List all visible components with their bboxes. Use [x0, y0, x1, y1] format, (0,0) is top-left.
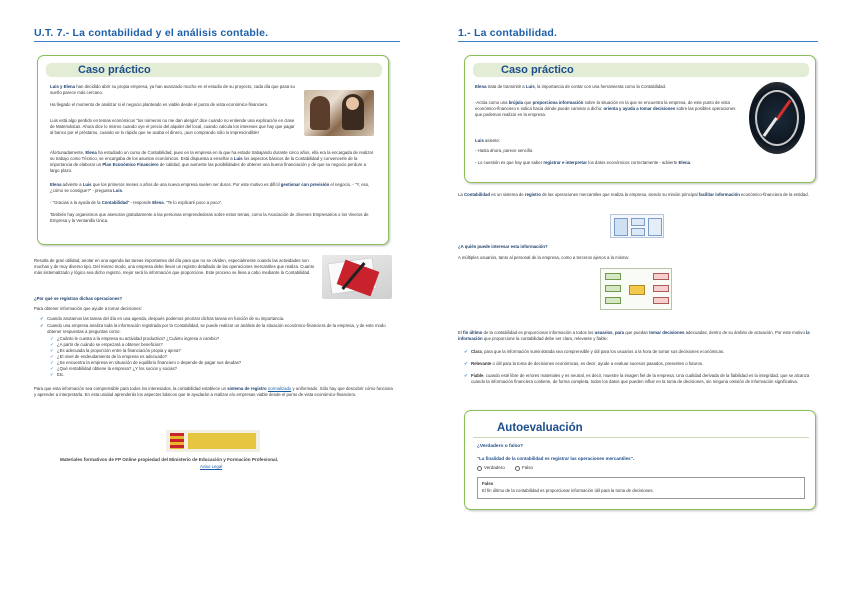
- case-paragraph-3: Luis está algo perdido en temas económicos "los números no me dan alergia" dice cuando no entiende una explicación en clase de Matemáticas. Ahora dice lo mismo cuando oye el precio del alquiler del local, cuando calcula los intereses que hay que pagar al banco por el préstamo, cuando ve lo rápido que se acaba el dinero, ¡aun comprando sólo lo imprescindible!: [50, 118, 295, 136]
- coat-of-arms-icon: [170, 433, 184, 449]
- feedback-panel: [477, 477, 805, 499]
- radio-false[interactable]: [515, 466, 520, 471]
- quality-item-relevante: ✔ Relevante o útil para la toma de decisiones económicas, es decir, ayude a evaluar sucesos pasados, presentes o futuros.: [464, 361, 820, 367]
- case-study-box: [37, 55, 389, 245]
- case-paragraph-2: Ha llegado el momento de analizar si el negocio planteado es viable desde el punto de vista económico-financiero.: [50, 102, 269, 107]
- users-diagram-thumbnail: [600, 268, 672, 310]
- ministry-logo: [166, 430, 260, 452]
- diagram-node: [653, 285, 669, 292]
- diagram-center-node: [629, 285, 645, 295]
- case-paragraph-3: Luis asiente:: [475, 138, 501, 143]
- sub-bullet-item: ✔ ¿Se encuentra la empresa en situación de equilibrio financiero o depende de pagar sus deudas?: [50, 360, 394, 366]
- definition-paragraph: La Contabilidad es un sistema de registro de las operaciones mercantiles que realiza la empresa, siendo su misión principal facilitar información económico-financiera de la entidad.: [458, 192, 809, 197]
- diagram-node: [653, 297, 669, 304]
- sub-bullet-item: ✔ ¿A partir de cuándo se empezará a obtener beneficios?: [50, 342, 394, 348]
- footer-text: Materiales formativos de FP Online propiedad del Ministerio de Educación y Formación Profesional.: [60, 457, 279, 462]
- case-study-box: [464, 55, 816, 183]
- body-paragraph-1: Resulta de gran utilidad, anotar en una agenda las tareas importantes del día para que no se olviden, especialmente cuando las actividades son muchas y de muy diverso tipo. Del mismo modo, una empresa debe llevar un registro detallado de las operaciones mercantiles que realiza. Cuanto más sistematizado y lógico sea dicho registro, mejor será la información que proporcione. Este proceso se lleva a cabo mediante la Contabilidad.: [34, 258, 315, 276]
- users-line: A múltiples usuarios, tanto al personal de la empresa, como a terceros ajenos a la misma:: [458, 255, 630, 260]
- feedback-text: El fin último de la contabilidad es proporcionar información útil para la toma de decisiones.: [482, 488, 654, 493]
- diagram-node: [605, 285, 621, 292]
- diagram-block: [631, 228, 645, 236]
- ministry-band: [188, 433, 256, 449]
- intro-line-1: Para obtener información que ayude a tomar decisiones:: [34, 306, 142, 311]
- case-paragraph-1: Luis y Elena han decidido abrir su propia empresa, ya han avanzado mucho en el estudio de su proyecto, cada día que pasa su sueño parece más cercano.: [50, 84, 295, 96]
- case-paragraph-5: - Lo cuestión es que hay que saber registrar e interpretar los datos económicos correctamente - advierte Elena.: [475, 160, 692, 165]
- case-paragraph-1: Elena trata de transmitir a Luis, la importancia de contar con una herramienta como la Contabilidad.: [475, 84, 667, 89]
- compass-icon: [749, 82, 805, 154]
- sub-bullet-item: ✔ Etc.: [50, 372, 394, 378]
- diagram-block: [648, 218, 662, 236]
- closing-paragraph: Para que esta información sea comprensible para todos los interesados, la contabilidad establece un sistema de registro normalizado y uniformado. Sólo hay que descubrir cómo funciona y aprender a interpretarla. En esta unidad aprenderás los aspectos básicos que te ayudarán a realizar e/u empresas viable desde el punto de vista económico-financiero.: [34, 386, 393, 398]
- diagram-node: [653, 273, 669, 280]
- header-rule: [458, 41, 818, 42]
- goal-paragraph: El fin último de la contabilidad es proporcionar información a todos los usuarios, para que puedan tomar decisiones adecuadas, dentro de su ámbito de actuación. Por este motivo la información que proporcione la contabilidad debe ser clara, relevante y fiable:: [458, 330, 810, 342]
- option-false[interactable]: [515, 465, 533, 471]
- option-false-label: Falso: [522, 465, 534, 470]
- case-photo-couple: [304, 90, 374, 136]
- case-paragraph-2: -Actúa como una brújula que proporciona información sobre la situación en la que se encuentra la empresa, de este punto de vista económico-financiero e indica hacia dónde puede caminar a dicho: orienta y ayuda a tomar decisiones sobre las posibles operaciones que podemos realizar en la empresa.: [475, 100, 736, 118]
- sub-bullet-item: ✔ ¿Cuánto le cuesta a la empresa su actividad productiva? ¿Cuánto ingresa a cambio?: [50, 336, 394, 342]
- case-study-title: Caso práctico: [501, 64, 574, 76]
- question-heading-2: ¿A quién puede interesar esta información?: [458, 244, 548, 249]
- normalizado-link[interactable]: normalizado: [267, 386, 292, 391]
- question-heading-1: ¿Por qué se registran dichas operaciones?: [34, 296, 123, 301]
- case-paragraph-4: - Hasta ahora, parece sencillo.: [475, 148, 534, 153]
- statement-text: "La finalidad de la contabilidad es registrar las operaciones mercantiles".: [477, 456, 635, 461]
- bullet-item: ✔ Cuando anotamos las tareas del día en una agenda, después podemos priorizar dichas tareas en función de su importancia.: [40, 316, 394, 322]
- page-header: 1.- La contabilidad.: [458, 27, 558, 39]
- option-true[interactable]: [477, 465, 505, 471]
- case-paragraph-6: - "Gracias a la ayuda de la Contabilidad" - responde Elena. "Te lo explicaré poco a poco".: [50, 200, 223, 205]
- case-study-title: Caso práctico: [78, 64, 151, 76]
- case-paragraph-5: Elena advierte a Luis que los primeros meses o años de una nueva empresa suelen ser duros. Por este motivo es difícil gestionar con previsión el negocio. - "Y, eso, ¿cómo se consigue?" - pregunta Luis.: [50, 182, 370, 194]
- page-header: U.T. 7.- La contabilidad y el análisis contable.: [34, 27, 269, 39]
- quality-item-clara: ✔ Clara, para que la información suministrada sea comprensible y útil para los usuarios a la hora de tomar sus decisiones económicas.: [464, 349, 820, 355]
- header-rule: [34, 41, 400, 42]
- accounting-diagram-thumbnail: [610, 214, 664, 238]
- radio-true[interactable]: [477, 466, 482, 471]
- sub-bullet-item: ✔ ¿El nivel de endeudamiento de la empresa es adecuado?: [50, 354, 394, 360]
- true-false-heading: ¿Verdadero o falso?: [477, 444, 524, 449]
- case-paragraph-4: Afortunadamente, Elena ha estudiado un curso de Contabilidad, pues en la empresa en la que ha estado trabajando durante cinco años, ella era la encargada de realizar su trabajo como Técnico, se encargaba de los asuntos económicos. Está dispuesta a enseñar a Luis los aspectos básicos de la Contabilidad y convencerle de la importancia de elaborar un Plan Económico Financiero de calidad, que aumente las posibilidades de obtener una buena financiación y de que su negocio perdure a largo plazo.: [50, 150, 374, 174]
- sub-bullet-item: ✔ ¿Es adecuada la proporción entre la financiación propia y ajena?: [50, 348, 394, 354]
- person-face: [346, 97, 359, 110]
- self-evaluation-divider: [473, 437, 809, 438]
- feedback-label: Falso: [482, 481, 494, 486]
- diagram-block: [631, 218, 645, 226]
- agenda-photo: [322, 255, 392, 299]
- self-evaluation-title: Autoevaluación: [497, 422, 583, 434]
- bullet-item: ✔ Cuando una empresa analiza toda la información registrada por la Contabilidad, se puede realizar un análisis de la situación económico-financiera de la empresa, y de este modo obtener respuestas a preguntas como:: [40, 323, 394, 335]
- option-true-label: Verdadero: [484, 465, 505, 470]
- legal-notice-link[interactable]: Aviso Legal: [200, 464, 223, 469]
- case-paragraph-7: También hay organismos que asesoran gratuitamente a las personas emprendedoras sobre estos temas, como la Asociación de Jóvenes Empresarios o los Viveros de Empresa y la Ventanilla Única.: [50, 212, 369, 224]
- self-evaluation-box: [464, 410, 816, 510]
- sub-bullet-item: ✔ ¿Qué rentabilidad obtiene la empresa? ¿Y los socios y socias?: [50, 366, 394, 372]
- person-figure-1: [310, 96, 330, 130]
- diagram-block: [614, 218, 628, 236]
- quality-item-fiable: ✔ Fiable, cuando esté libre de errores materiales y es neutral, es decir, muestre la imagen fiel de la empresa. Una cualidad derivada de la fiabilidad es la integridad, que se alcanza cuando la información financiera contiene, de forma completa, todos los datos que pueden influir en la toma de decisiones, sin ninguna omisión de información significativa.: [464, 373, 820, 385]
- right-page: [424, 0, 848, 599]
- diagram-node: [605, 297, 621, 304]
- diagram-node: [605, 273, 621, 280]
